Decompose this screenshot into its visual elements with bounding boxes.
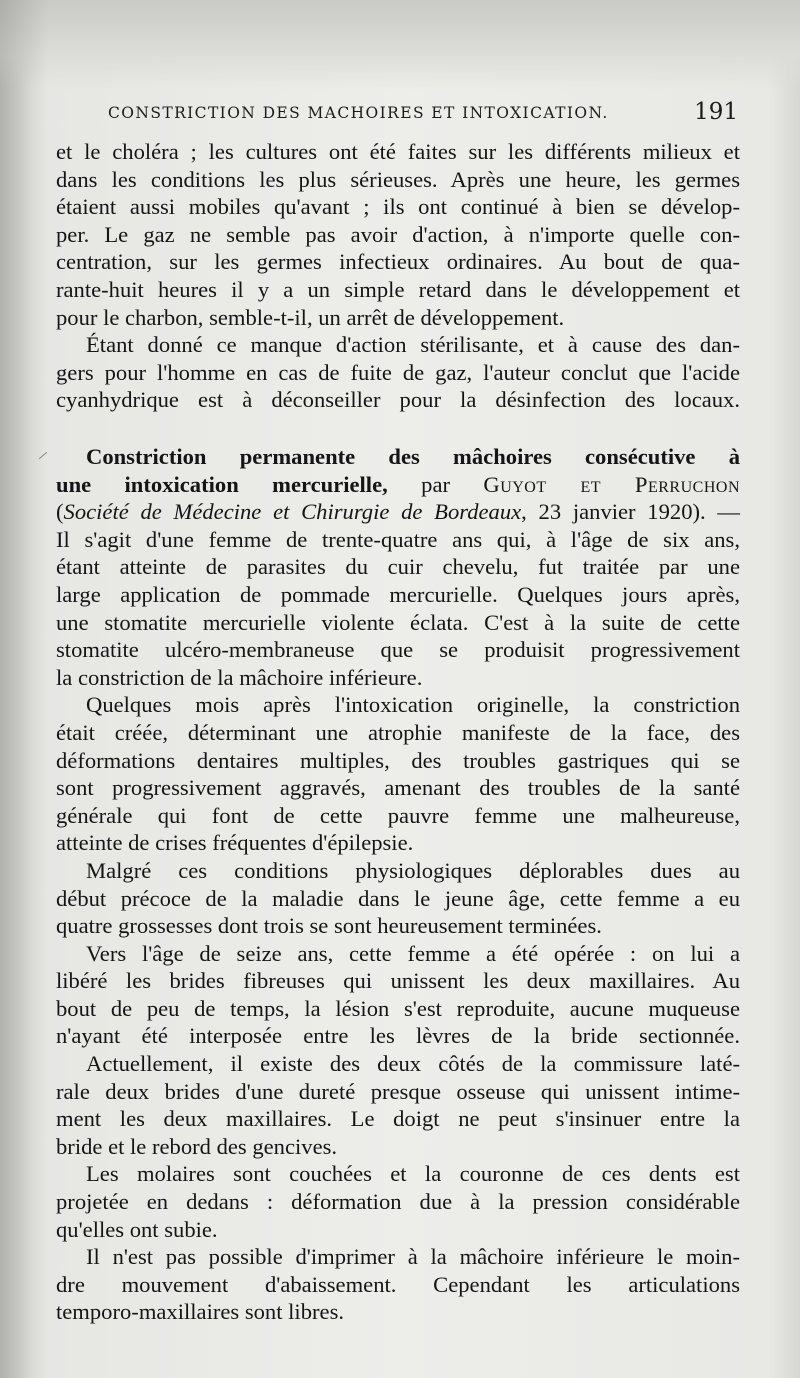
- text-line: Malgré ces conditions physiologiques déplorables dues au: [86, 857, 740, 883]
- text-line: rante-huit heures il y a un simple retard dans le développement et: [56, 276, 740, 302]
- text-line: la constriction de la mâchoire inférieure.: [56, 664, 423, 690]
- text-line: quatre grossesses dont trois se sont heureusement terminées.: [56, 913, 602, 939]
- text-line: Il s'agit d'une femme de trente-quatre ans qui, à l'âge de six ans,: [56, 526, 740, 552]
- text-line: bride et le rebord des gencives.: [56, 1133, 338, 1159]
- text-line: projetée en dedans : déformation due à la pression considérable: [56, 1189, 740, 1215]
- margin-mark: [39, 452, 47, 459]
- text-line: Il n'est pas possible d'imprimer à la mâchoire inférieure le moin-: [86, 1244, 740, 1270]
- text-line: cyanhydrique est à déconseiller pour la désinfection des locaux.: [56, 387, 740, 413]
- text-line: qu'elles ont subie.: [56, 1216, 218, 1242]
- text-line: sont progressivement aggravés, amenant des troubles de la santé: [56, 775, 740, 801]
- text-line: temporo-maxillaires sont libres.: [56, 1299, 345, 1325]
- text-line: ment les deux maxillaires. Le doigt ne peut s'insinuer entre la: [56, 1106, 740, 1132]
- text-line: atteinte de crises fréquentes d'épilepsie.: [56, 830, 414, 856]
- text-line: bout de peu de temps, la lésion s'est reproduite, aucune muqueuse: [56, 995, 740, 1021]
- text-line: large application de pommade mercurielle. Quelques jours après,: [56, 581, 740, 607]
- text-line: et le choléra ; les cultures ont été faites sur les différents milieux et: [56, 139, 740, 164]
- text-line: début précoce de la maladie dans le jeune âge, cette femme a eu: [56, 885, 740, 911]
- heading-par: par: [387, 471, 484, 497]
- text-line: pour le charbon, semble-t-il, un arrêt de développement.: [56, 304, 565, 330]
- text-line: étaient aussi mobiles qu'avant ; ils ont continué à bien se dévelop-: [56, 194, 740, 220]
- running-head: [108, 99, 738, 128]
- text-line: générale qui font de cette pauvre femme une malheureuse,: [56, 802, 740, 828]
- text-line: était créée, déterminant une atrophie manifeste de la face, des: [56, 719, 740, 745]
- text-line: libéré les brides fibreuses qui unissent les deux maxillaires. Au: [56, 968, 740, 994]
- text-line: n'ayant été interposée entre les lèvres de la bride sectionnée.: [56, 1023, 740, 1049]
- text-line: Vers l'âge de seize ans, cette femme a été opérée : on lui a: [86, 940, 740, 966]
- article-source-line: (Société de Médecine et Chirurgie de Bordeaux, 23 janvier 1920). —: [56, 499, 740, 525]
- text-line: étant atteinte de parasites du cuir chevelu, fut traitée par une: [56, 554, 740, 580]
- previous-article-text: [56, 138, 740, 414]
- text-line: dre mouvement d'abaissement. Cependant les articulations: [56, 1271, 740, 1297]
- text-line: per. Le gaz ne semble pas avoir d'action, à n'importe quelle con-: [56, 221, 740, 247]
- text-line: une stomatite mercurielle violente éclata. C'est à la suite de cette: [56, 609, 740, 635]
- text-line: stomatite ulcéro-membraneuse que se produisit progressivement: [56, 637, 740, 663]
- article-authors: Guyot et Perruchon: [483, 471, 740, 497]
- page-number: 191: [694, 99, 738, 125]
- text-line: Étant donné ce manque d'action stérilisante, et à cause des dan-: [86, 332, 740, 358]
- text-line: déformations dentaires multiples, des troubles gastriques qui se: [56, 747, 740, 773]
- text-line: Les molaires sont couchées et la couronne de ces dents est: [86, 1161, 740, 1187]
- text-line: Quelques mois après l'intoxication originelle, la constriction: [86, 692, 740, 718]
- article-date: , 23 janvier 1920). —: [521, 499, 740, 525]
- text-line: Actuellement, il existe des deux côtés de la commissure laté-: [86, 1051, 740, 1077]
- article-heading-line-2: [56, 471, 740, 499]
- text-line: dans les conditions les plus sérieuses. Après une heure, les germes: [56, 166, 740, 192]
- article-heading-line-1: Constriction permanente des mâchoires consécutive à: [86, 444, 740, 469]
- running-head-title: CONSTRICTION DES MACHOIRES ET INTOXICATION.: [108, 104, 609, 122]
- text-line: rale deux brides d'une dureté presque osseuse qui unissent intime-: [56, 1078, 740, 1104]
- article-heading-bold: une intoxication mercurielle,: [56, 471, 388, 497]
- text-line: centration, sur les germes infectieux ordinaires. Au bout de qua-: [56, 249, 740, 275]
- article-society: Société de Médecine et Chirurgie de Bordeaux: [63, 499, 522, 525]
- article-body: [56, 443, 740, 1326]
- text-line: gers pour l'homme en cas de fuite de gaz, l'auteur conclut que l'acide: [56, 359, 740, 385]
